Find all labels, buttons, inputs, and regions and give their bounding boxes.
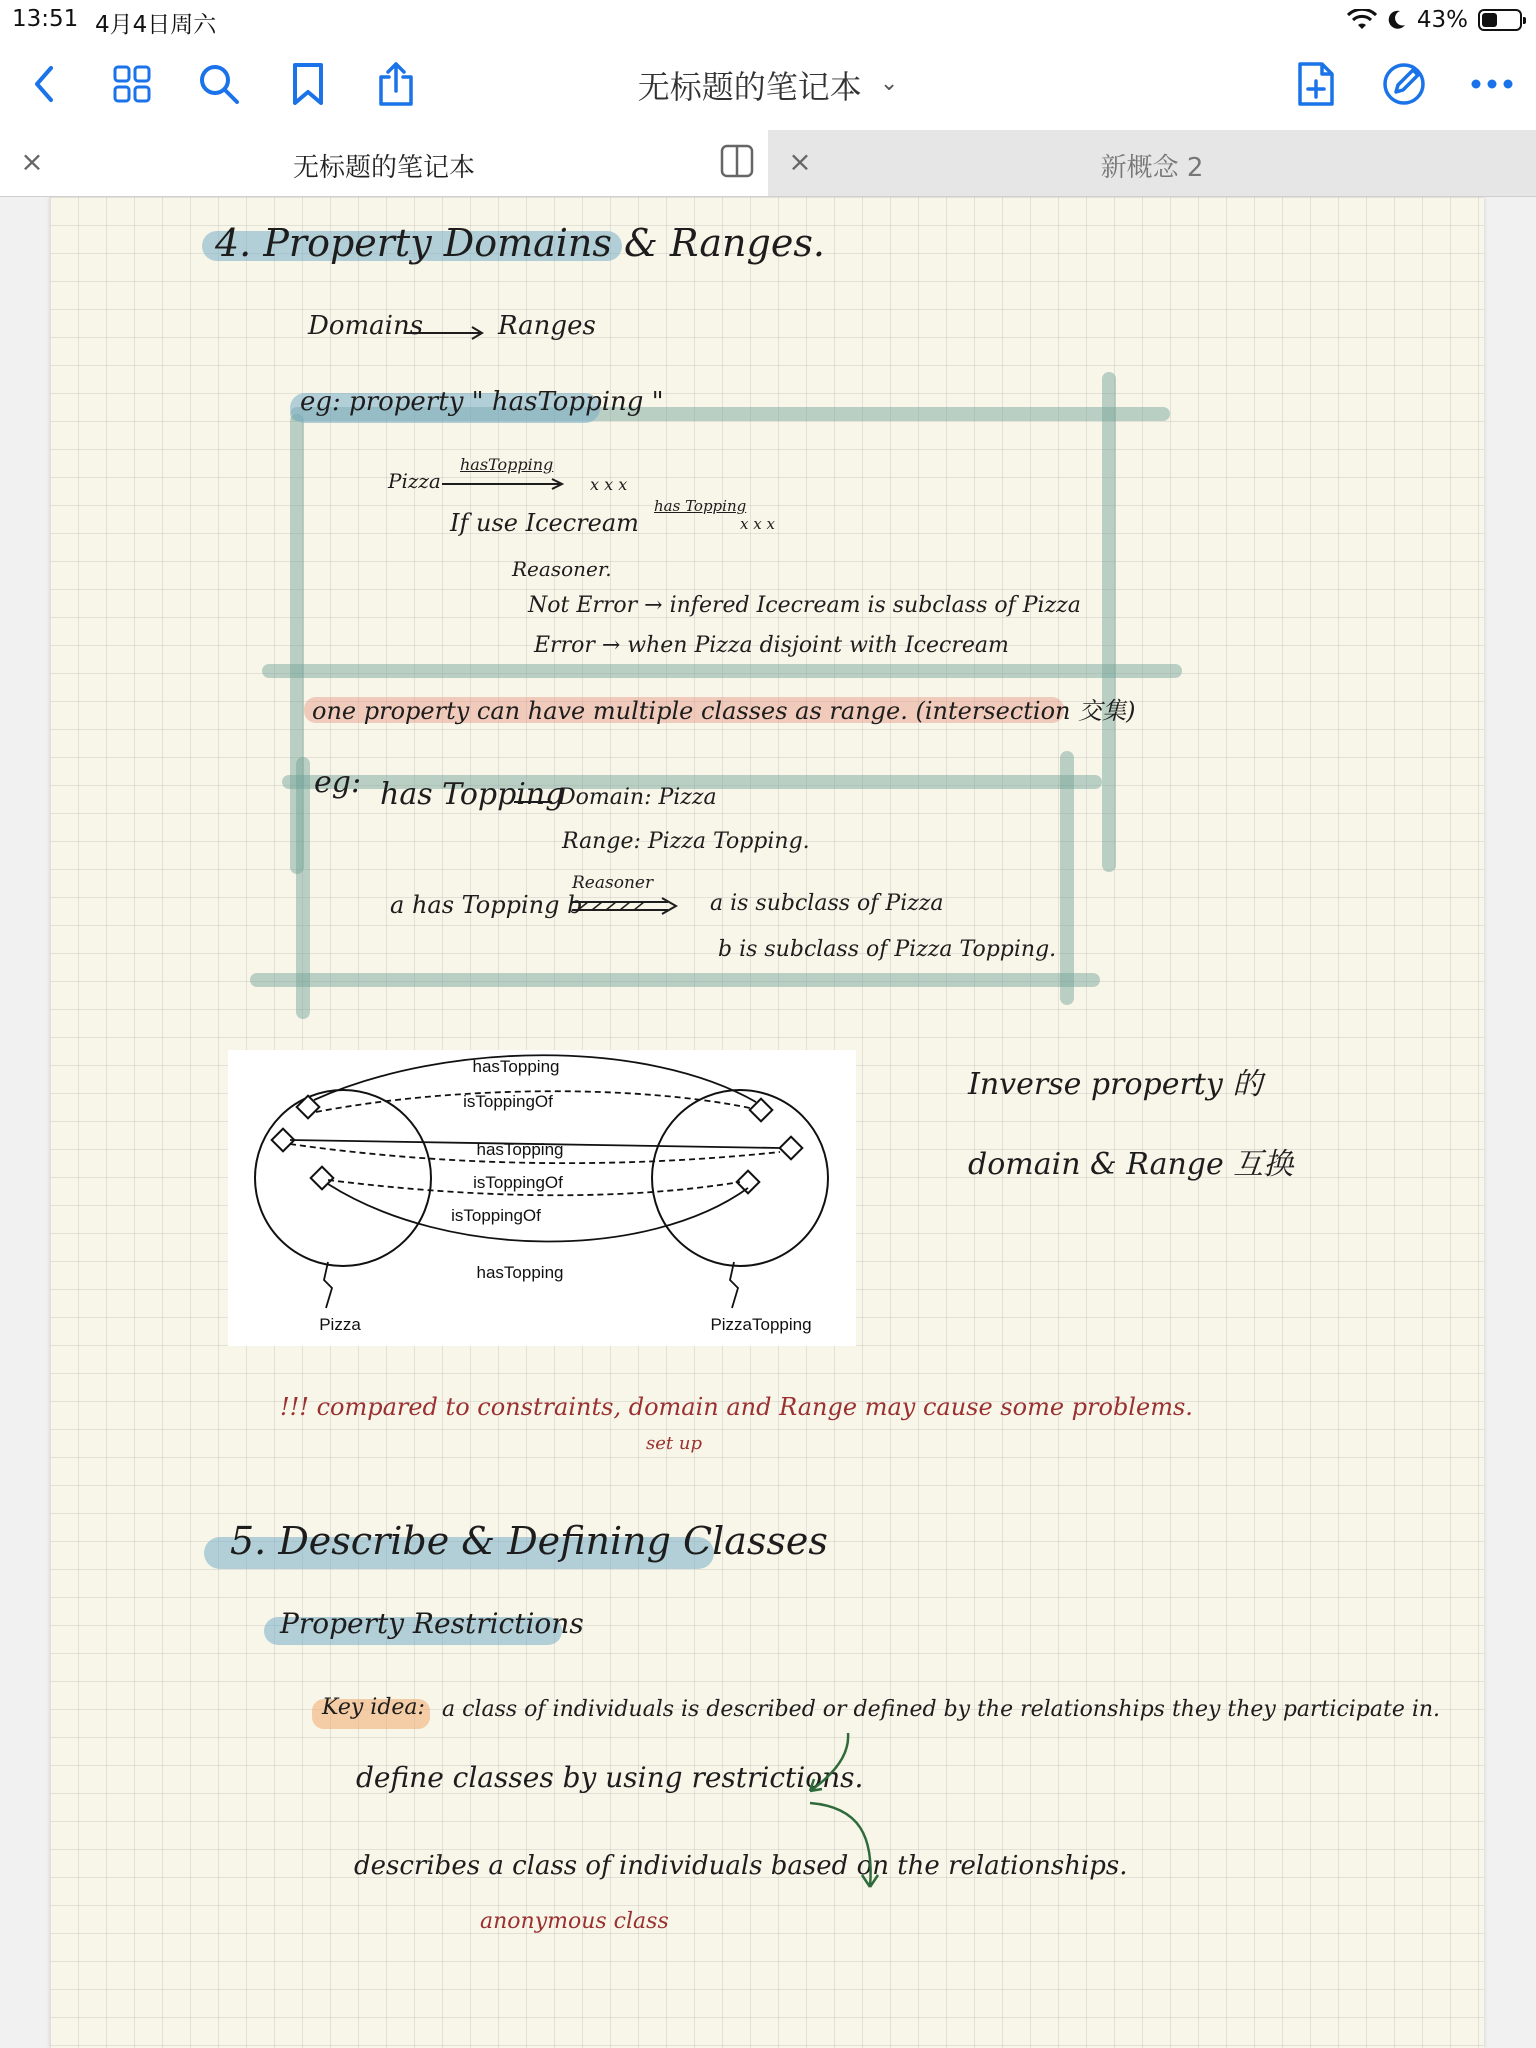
key-idea-label: Key idea:	[322, 1695, 425, 1720]
error-text: Error → when Pizza disjoint with Icecream	[534, 633, 1009, 658]
arrow-icon	[440, 477, 568, 491]
eg1-text: eg: property " hasTopping "	[300, 387, 664, 417]
not-error-text: Not Error → infered Icecream is subclass of Pizza	[528, 593, 1081, 618]
define-line: define classes by using restrictions.	[356, 1761, 864, 1794]
tab-close-icon[interactable]: ×	[20, 145, 44, 178]
xxx-label2: x x x	[740, 515, 775, 533]
status-time: 13:51	[12, 6, 79, 32]
xxx-label: x x x	[590, 475, 628, 494]
diagram-label-1: hasTopping	[472, 1057, 560, 1076]
frame-right	[1102, 372, 1116, 872]
property-restrictions-heading: Property Restrictions	[280, 1607, 584, 1640]
heading-5: 5. Describe & Defining Classes	[230, 1519, 828, 1563]
warning-text: !!! compared to constraints, domain and Range may cause some problems.	[280, 1393, 1193, 1421]
hastopping-big: has Topping	[380, 777, 565, 812]
a-subclass-text: a is subclass of Pizza	[710, 891, 944, 916]
range-text: Range: Pizza Topping.	[562, 829, 810, 854]
domains-label: Domains	[308, 311, 424, 341]
wifi-icon	[1347, 9, 1377, 31]
anonymous-note: anonymous class	[480, 1909, 669, 1934]
diagram-label-3: hasTopping	[476, 1140, 564, 1159]
status-right	[1347, 6, 1522, 34]
domain-pizza-text: Domain: Pizza	[558, 785, 717, 810]
battery-percent: 43%	[1416, 7, 1468, 33]
grid-icon[interactable]	[106, 58, 158, 110]
diagram-label-6: hasTopping	[476, 1263, 564, 1282]
toolbar	[0, 40, 1536, 130]
arrow-icon	[402, 325, 488, 341]
hastopping-small: hasTopping	[460, 455, 554, 474]
one-property-text: one property can have multiple classes as range. (intersection 交集)	[312, 697, 1136, 725]
title-chevron-icon[interactable]: ⌄	[879, 71, 899, 96]
eg2-text: eg:	[314, 765, 362, 800]
tab-new-concept[interactable]	[768, 130, 1536, 196]
bookmark-icon[interactable]	[282, 58, 334, 110]
back-icon[interactable]	[18, 58, 70, 110]
describes-line: describes a class of individuals based on the relationships.	[354, 1851, 1128, 1881]
battery-fill	[1482, 13, 1497, 27]
canvas	[0, 197, 1536, 2048]
more-icon[interactable]	[1466, 58, 1518, 110]
dash-line	[512, 799, 554, 805]
frame-bottom	[262, 664, 1182, 678]
setup-note: set up	[646, 1433, 702, 1454]
tab-notebook[interactable]	[0, 130, 768, 196]
inverse-text-1: Inverse property 的	[968, 1067, 1263, 1102]
reasoner-label: Reasoner.	[512, 557, 612, 581]
share-icon[interactable]	[370, 58, 422, 110]
if-use-text: If use Icecream	[450, 509, 639, 537]
ranges-label: Ranges	[498, 311, 596, 341]
moon-icon	[1387, 9, 1407, 31]
status-date: 4月4日周六	[95, 12, 217, 38]
diagram-pizzatopping-label: PizzaTopping	[710, 1315, 812, 1334]
a-has-b-text: a has Topping b	[390, 891, 583, 919]
hastopping-small2: has Topping	[654, 497, 747, 515]
frame2-bottom	[250, 973, 1100, 987]
diagram-label-4: isToppingOf	[473, 1173, 563, 1192]
heading-4: 4. Property Domains & Ranges.	[215, 221, 825, 265]
pizza-label: Pizza	[388, 469, 441, 493]
key-idea-text: a class of individuals is described or defined by the relationships they they participate in.	[442, 1697, 1441, 1722]
search-icon[interactable]	[193, 58, 245, 110]
add-page-icon[interactable]	[1290, 58, 1342, 110]
battery-icon	[1478, 9, 1522, 31]
split-view-icon[interactable]	[720, 144, 754, 178]
diagram-label-5: isToppingOf	[451, 1206, 541, 1225]
annotation-arrows	[790, 1727, 890, 1907]
tab-label: 无标题的笔记本	[292, 153, 475, 183]
property-diagram	[228, 1050, 856, 1346]
frame2-right	[1060, 751, 1074, 1005]
double-arrow-icon	[570, 897, 682, 915]
diagram-pizza-label: Pizza	[319, 1315, 361, 1334]
notebook-title-text[interactable]: 无标题的笔记本	[637, 68, 862, 106]
status-bar	[0, 0, 1536, 40]
pen-icon[interactable]	[1378, 58, 1430, 110]
b-subclass-text: b is subclass of Pizza Topping.	[718, 937, 1057, 962]
diagram-label-2: isToppingOf	[463, 1092, 553, 1111]
inverse-text-2: domain & Range 互换	[968, 1147, 1294, 1182]
tab-label: 新概念 2	[1100, 153, 1204, 183]
tab-bar	[0, 130, 1536, 197]
tab-close-icon[interactable]: ×	[788, 145, 812, 178]
reasoner2-label: Reasoner	[572, 873, 654, 893]
